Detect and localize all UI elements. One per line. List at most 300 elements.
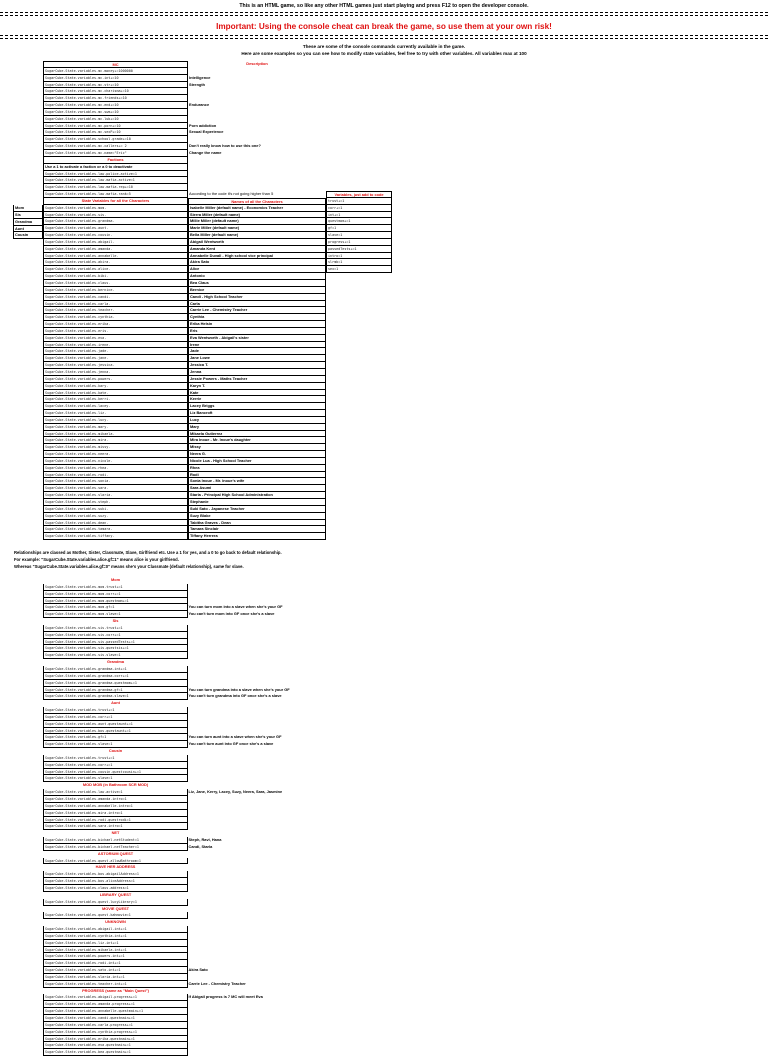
- relation-label: Aunt: [13, 226, 43, 233]
- character-name: Missy: [188, 444, 326, 451]
- character-command: SugarCube.State.variables.dean.: [43, 520, 188, 527]
- section-command: SugarCube.State.variables.eva.questmain+=1: [43, 1042, 188, 1049]
- section-row: [43, 885, 341, 892]
- section-description: [188, 652, 341, 659]
- section-row: [43, 899, 341, 906]
- section-row: [43, 1022, 341, 1029]
- variable-row: sex=1: [326, 266, 392, 273]
- section-row: [43, 981, 341, 988]
- section-row: [43, 611, 341, 618]
- section-command: SugarCube.State.variables.mom.gf=1: [43, 604, 188, 611]
- character-name: Antonio: [188, 273, 326, 280]
- character-command: SugarCube.State.variables.jane.: [43, 355, 188, 362]
- section-row: [43, 666, 341, 673]
- relation-label: Grandma: [13, 219, 43, 226]
- section-command: SugarCube.State.variables.teacher.int+=1: [43, 981, 188, 988]
- character-command: SugarCube.State.variables.powers.: [43, 376, 188, 383]
- section-command: SugarCube.State.variables.mom.slave=1: [43, 611, 188, 618]
- vars-column: [326, 191, 392, 273]
- section-command: SugarCube.State.variables.sis.corr+=1: [43, 632, 188, 639]
- character-command: SugarCube.State.variables.suzy.: [43, 513, 188, 520]
- character-command: SugarCube.State.variables.tiffany.: [43, 533, 188, 540]
- character-name: Starla - Principal High School Administration: [188, 492, 326, 499]
- section-row: [43, 762, 341, 769]
- section-description: Candi, Starla: [188, 843, 213, 849]
- mc-command: SugarCube.State.variables.mc.callers+= 2: [43, 143, 188, 150]
- character-command: SugarCube.State.variables.tamara.: [43, 526, 188, 533]
- rel-note-3: Whereas "SugarCube.State.variables.alice.gf=0" means she's your Classmate (default relationship), same for slave.: [14, 564, 244, 569]
- section-command: SugarCube.State.variables.bos.aliceAddress=1: [43, 878, 188, 885]
- character-name: Erika Helsin: [188, 321, 326, 328]
- section-row: [43, 844, 341, 851]
- character-name: Annabelle Duvall - High school vice principal: [188, 253, 326, 260]
- character-name: Stephanie: [188, 499, 326, 506]
- character-name: Rodi: [188, 472, 326, 479]
- section-command: SugarCube.State.variables.annabelle.intro=1: [43, 803, 188, 810]
- character-command: SugarCube.State.variables.eris.: [43, 328, 188, 335]
- section-row: [43, 775, 341, 782]
- section-command: SugarCube.State.variables.trust+=1: [43, 707, 188, 714]
- character-command: SugarCube.State.variables.alice.: [43, 266, 188, 273]
- section-title: Mom: [110, 577, 121, 582]
- section-row: [43, 940, 341, 947]
- section-title: LIBRARY QUEST: [99, 891, 132, 897]
- section-description: [188, 755, 341, 762]
- mc-description: Porn addiction: [189, 122, 217, 128]
- character-name: Marie Miller (default name): [188, 225, 326, 232]
- variable-row: slave=1: [326, 232, 392, 239]
- section-description: [188, 639, 341, 646]
- variable-row: corr+=1: [326, 205, 392, 212]
- section-description: [188, 584, 341, 591]
- relation-label: Mom: [13, 205, 43, 212]
- character-command: SugarCube.State.variables.aunt.: [43, 225, 188, 232]
- section-row: [43, 591, 341, 598]
- variable-row: passedTests+=1: [326, 246, 392, 253]
- section-command: SugarCube.State.variables.claus.address=1: [43, 885, 188, 892]
- section-description: If Abigail progress is 7 MC will meet Eva: [188, 994, 263, 1000]
- mc-command-column: [43, 61, 188, 540]
- mc-description: Change the name: [189, 149, 222, 155]
- divider: [0, 15, 768, 16]
- section-command: SugarCube.State.variables.annabelle.questmain+=1: [43, 1008, 188, 1015]
- subtitle-1: These are some of the console commands currently available in the game.: [302, 44, 466, 49]
- section-description: [188, 947, 341, 954]
- section-description: [188, 974, 341, 981]
- section-command: SugarCube.State.variables.quest.lucyLibrary=1: [43, 899, 188, 906]
- section-row: [43, 796, 341, 803]
- character-command: SugarCube.State.variables.mikaela.: [43, 431, 188, 438]
- section-description: Akira Sato: [188, 967, 208, 973]
- section-description: [188, 878, 341, 885]
- section-title: Sis: [112, 618, 119, 624]
- section-description: You can't turn aunt into GF once she's a slave: [188, 741, 274, 747]
- mc-description: Sexual Experience: [189, 129, 224, 135]
- section-row: [43, 823, 341, 830]
- character-name: Akira Sato: [188, 259, 326, 266]
- section-command: SugarCube.State.variables.sis.passedTests+=1: [43, 639, 188, 646]
- section-command: SugarCube.State.variables.corr+=1: [43, 762, 188, 769]
- section-command: SugarCube.State.variables.rodi.questrodi=1: [43, 817, 188, 824]
- mc-command: SugarCube.State.variables.mc.name="Eric": [43, 150, 188, 157]
- mc-command: SugarCube.State.variables.mc.lub+=10: [43, 116, 188, 123]
- section-row: [43, 734, 341, 741]
- section-row: [43, 871, 341, 878]
- section-command: SugarCube.State.variables.candi.questmain+=1: [43, 1015, 188, 1022]
- mc-description: Strength: [189, 81, 205, 87]
- section-row: [43, 687, 341, 694]
- section-row: [43, 1001, 341, 1008]
- character-name: Nicole Lua - High School Teacher: [188, 458, 326, 465]
- section-description: [188, 728, 341, 735]
- section-row: [43, 1042, 341, 1049]
- character-name: Mikaela Gutierrez: [188, 431, 326, 438]
- section-command: SugarCube.State.variables.trust+=1: [43, 755, 188, 762]
- character-command: SugarCube.State.variables.slaria.: [43, 492, 188, 499]
- character-command: SugarCube.State.variables.carla.: [43, 301, 188, 308]
- character-name: Karyn T.: [188, 383, 326, 390]
- variable-row: intro=1: [326, 253, 392, 260]
- character-command: SugarCube.State.variables.grandma.: [43, 218, 188, 225]
- subtitle-2: Here are some examples so you can see how to modify state variables, feel free to try with other variables. All variables max at 100: [241, 51, 527, 56]
- character-command: SugarCube.State.variables.irene.: [43, 342, 188, 349]
- section-command: SugarCube.State.variables.corr+=1: [43, 714, 188, 721]
- section-row: [43, 652, 341, 659]
- character-command: SugarCube.State.variables.nicole.: [43, 458, 188, 465]
- character-name: Sierra Miller (default name): [188, 212, 326, 219]
- names-header: Names of all the Characters: [188, 198, 326, 205]
- section-row: [43, 967, 341, 974]
- section-row: [43, 1049, 341, 1056]
- section-description: [188, 871, 341, 878]
- character-name: Bernice: [188, 287, 326, 294]
- faction-row: SugarCube.State.variables.law.police.active=1: [43, 171, 188, 178]
- mc-description: [188, 136, 326, 143]
- rel-note-1: Relationships are classed as Mother, Sister, Classmate, Slave, Girlfriend etc. Use a 1 for yes, and a 0 to go back to default relationship.: [14, 550, 282, 555]
- section-command: SugarCube.State.variables.amanda.intro=1: [43, 796, 188, 803]
- section-row: [43, 974, 341, 981]
- section-command: SugarCube.State.variables.grandma.slave=1: [43, 693, 188, 700]
- character-command: SugarCube.State.variables.bernice.: [43, 287, 188, 294]
- section-description: [188, 953, 341, 960]
- section-command: SugarCube.State.variables.cousin.questcousin+=1: [43, 769, 188, 776]
- character-name: Jenna: [188, 369, 326, 376]
- section-row: [43, 645, 341, 652]
- variable-row: slrmb=1: [326, 259, 392, 266]
- section-description: [188, 912, 341, 919]
- section-command: SugarCube.State.variables.mom.questmom+=1: [43, 598, 188, 605]
- character-name: Tiffany Herrera: [188, 533, 326, 540]
- section-description: [188, 933, 341, 940]
- character-name: Abigail Wentworth: [188, 239, 326, 246]
- variable-row: questmom+=1: [326, 218, 392, 225]
- section-description: [188, 714, 341, 721]
- section-row: [43, 632, 341, 639]
- section-row: [43, 837, 341, 844]
- section-description: You can't turn mom into GF once she's a slave: [188, 611, 275, 617]
- section-description: [188, 1001, 341, 1008]
- variable-row: gf=1: [326, 225, 392, 232]
- character-name: Mira Inoue - Mr. Inoue's daughter: [188, 437, 326, 444]
- section-row: [43, 803, 341, 810]
- section-description: You can't turn grandma into GF once she's a slave: [188, 693, 282, 699]
- section-description: [188, 823, 341, 830]
- relationship-sections: [43, 577, 341, 1056]
- character-command: SugarCube.State.variables.jenna.: [43, 369, 188, 376]
- section-row: [43, 947, 341, 954]
- section-row: [43, 912, 341, 919]
- mc-description-column: [188, 61, 326, 540]
- mc-header: MC: [43, 61, 188, 68]
- character-command: SugarCube.State.variables.rodi.: [43, 472, 188, 479]
- section-row: [43, 625, 341, 632]
- section-description: Steph, Ravi, Hana: [188, 837, 222, 843]
- section-command: SugarCube.State.variables.bichael.netStudent=1: [43, 837, 188, 844]
- character-command: SugarCube.State.variables.rhea.: [43, 465, 188, 472]
- mc-command: SugarCube.State.variables.mc.charisma+=10: [43, 88, 188, 95]
- character-command: SugarCube.State.variables.liz.: [43, 410, 188, 417]
- mc-description: [188, 68, 326, 75]
- section-title: MOD MOB (in Bathroom SCR MOD): [82, 782, 149, 788]
- section-row: [43, 673, 341, 680]
- section-description: [188, 1036, 341, 1043]
- character-name: Suki Sato - Japanese Teacher: [188, 506, 326, 513]
- section-description: [188, 721, 341, 728]
- section-command: SugarCube.State.variables.quest.allowBathroom=1: [43, 858, 188, 865]
- mc-description: [188, 109, 326, 116]
- mc-description: Endurance: [189, 102, 210, 108]
- section-title: PROGRESS (same as "Main Quest"): [82, 987, 149, 993]
- section-command: SugarCube.State.variables.erika.questmain+=1: [43, 1036, 188, 1043]
- mc-command: SugarCube.State.variables.mc.money+=1000000: [43, 68, 188, 75]
- section-description: [188, 810, 341, 817]
- section-command: SugarCube.State.variables.bos.questaunt+=1: [43, 728, 188, 735]
- section-row: [43, 707, 341, 714]
- section-description: [188, 591, 341, 598]
- faction-row: SugarCube.State.variables.law.mafia.rep+=10: [43, 184, 188, 191]
- character-name: Carla: [188, 301, 326, 308]
- character-name: Jade: [188, 348, 326, 355]
- mc-description: [188, 116, 326, 123]
- character-name: Bella Miller (default name): [188, 232, 326, 239]
- section-title: ASTORIUM QUEST: [97, 850, 134, 856]
- section-row: [43, 755, 341, 762]
- section-description: [188, 707, 341, 714]
- mc-description: Don't really know how to use this one?: [189, 143, 261, 149]
- section-command: SugarCube.State.variables.carla.progress+=1: [43, 1022, 188, 1029]
- section-description: Liz, Jane, Kerry, Lacey, Suzy, Neera, Sara, Jasmine: [188, 789, 283, 795]
- section-description: [188, 666, 341, 673]
- variable-row: int+=1: [326, 212, 392, 219]
- faction-row: SugarCube.State.variables.law.mafia.rank=5: [43, 191, 188, 198]
- section-command: SugarCube.State.variables.liz.int+=1: [43, 940, 188, 947]
- character-name: Alice: [188, 266, 326, 273]
- character-command: SugarCube.State.variables.sara.: [43, 485, 188, 492]
- character-command: SugarCube.State.variables.teacher.: [43, 307, 188, 314]
- section-description: [188, 803, 341, 810]
- section-row: [43, 598, 341, 605]
- section-command: SugarCube.State.variables.grandma.corr+=1: [43, 673, 188, 680]
- mc-command: SugarCube.State.variables.mc.swm+=10: [43, 109, 188, 116]
- section-row: [43, 769, 341, 776]
- mc-command: SugarCube.State.variables.school.grade+=10: [43, 136, 188, 143]
- mc-command: SugarCube.State.variables.mc.int+=10: [43, 75, 188, 82]
- character-name: Amanda Kent: [188, 246, 326, 253]
- section-command: SugarCube.State.variables.amanda.progress+=1: [43, 1001, 188, 1008]
- character-name: Eris: [188, 328, 326, 335]
- section-command: SugarCube.State.variables.grandma.gf=1: [43, 687, 188, 694]
- section-command: SugarCube.State.variables.bichael.netTeacher=1: [43, 844, 188, 851]
- character-name: Liz Bancroft: [188, 410, 326, 417]
- character-name: Bea Claus: [188, 280, 326, 287]
- intro-text: This is an HTML game, so like any other HTML games just start playing and press F12 to open the developer console.: [239, 3, 529, 9]
- section-title: MOVIE QUEST: [101, 905, 130, 911]
- section-description: You can turn mom into a slave when she's your GF: [188, 604, 283, 610]
- factions-header: Factions: [43, 157, 188, 164]
- section-command: SugarCube.State.variables.mira.intro=1: [43, 810, 188, 817]
- section-description: [188, 632, 341, 639]
- section-command: SugarCube.State.variables.sato.int+=1: [43, 967, 188, 974]
- section-command: SugarCube.State.variables.bea.questmain+=1: [43, 1049, 188, 1056]
- section-command: SugarCube.State.variables.rodi.int+=1: [43, 960, 188, 967]
- section-description: [188, 1022, 341, 1029]
- factions-note: According to the code it's not going higher than 5: [189, 191, 274, 197]
- section-row: [43, 933, 341, 940]
- section-description: [188, 598, 341, 605]
- mc-command: SugarCube.State.variables.mc.sexP+=10: [43, 129, 188, 136]
- section-command: SugarCube.State.variables.bos.abigailAddress=1: [43, 871, 188, 878]
- section-row: [43, 1036, 341, 1043]
- section-description: [188, 1029, 341, 1036]
- section-row: [43, 741, 341, 748]
- section-row: [43, 858, 341, 865]
- section-title: Aunt: [111, 700, 120, 706]
- section-row: [43, 1029, 341, 1036]
- vars-header: Variables, just add to code: [326, 191, 392, 198]
- section-description: [188, 940, 341, 947]
- section-row: [43, 810, 341, 817]
- section-command: SugarCube.State.variables.cynthia.int+=1: [43, 933, 188, 940]
- faction-row: SugarCube.State.variables.law.mafia.active=1: [43, 177, 188, 184]
- character-name: Tabitha Graves - Dean: [188, 520, 326, 527]
- section-row: [43, 1015, 341, 1022]
- mc-description: [188, 95, 326, 102]
- section-row: [43, 680, 341, 687]
- character-command: SugarCube.State.variables.mary.: [43, 424, 188, 431]
- character-name: Jessie Powers - Maths Teacher: [188, 376, 326, 383]
- character-name: Irene: [188, 342, 326, 349]
- section-row: [43, 817, 341, 824]
- section-command: SugarCube.State.variables.sara.intro=1: [43, 823, 188, 830]
- section-row: [43, 714, 341, 721]
- section-command: SugarCube.State.variables.mom.trust+=1: [43, 584, 188, 591]
- section-command: SugarCube.State.variables.slave=1: [43, 741, 188, 748]
- character-command: SugarCube.State.variables.lacey.: [43, 403, 188, 410]
- section-description: [188, 680, 341, 687]
- character-command: SugarCube.State.variables.mom.: [43, 205, 188, 212]
- character-name: Jane Lowe: [188, 355, 326, 362]
- character-command: SugarCube.State.variables.jessica.: [43, 362, 188, 369]
- character-command: SugarCube.State.variables.neera.: [43, 451, 188, 458]
- character-name: Tamara Sinclair: [188, 526, 326, 533]
- character-command: SugarCube.State.variables.kate.: [43, 390, 188, 397]
- section-description: [188, 899, 341, 906]
- section-row: [43, 994, 341, 1001]
- character-command: SugarCube.State.variables.suki.: [43, 506, 188, 513]
- section-description: [188, 1015, 341, 1022]
- section-description: [188, 645, 341, 652]
- section-command: SugarCube.State.variables.grandma.questmom+=1: [43, 680, 188, 687]
- section-description: You can turn grandma into a slave when she's your GF: [188, 686, 290, 692]
- section-command: SugarCube.State.variables.mom.corr+=1: [43, 591, 188, 598]
- section-row: [43, 953, 341, 960]
- section-command: SugarCube.State.variables.grandma.int+=1: [43, 666, 188, 673]
- section-command: SugarCube.State.variables.aunt.questaunt+=1: [43, 721, 188, 728]
- character-name: Lucy: [188, 417, 326, 424]
- section-command: SugarCube.State.variables.mikaela.int+=1: [43, 947, 188, 954]
- faction-row: Use a 1 to activate a faction or a 0 to deactivate: [43, 164, 188, 171]
- relation-labels: [13, 205, 43, 239]
- section-description: [188, 1049, 341, 1056]
- section-row: [43, 721, 341, 728]
- character-command: SugarCube.State.variables.amanda.: [43, 246, 188, 253]
- section-title: UNKNOWN: [105, 919, 126, 925]
- character-name: Jessica T.: [188, 362, 326, 369]
- relation-label: Cousin: [13, 232, 43, 239]
- character-name: Eva Wentworth - Abigail's sister: [188, 335, 326, 342]
- section-description: [188, 775, 341, 782]
- section-description: [188, 858, 341, 865]
- mc-command: SugarCube.State.variables.mc.friends+=10: [43, 95, 188, 102]
- character-name: Cynthia: [188, 314, 326, 321]
- character-command: SugarCube.State.variables.kary.: [43, 383, 188, 390]
- character-command: SugarCube.State.variables.candi.: [43, 294, 188, 301]
- character-name: Suzy Blake: [188, 513, 326, 520]
- character-command: SugarCube.State.variables.kerri.: [43, 396, 188, 403]
- section-command: SugarCube.State.variables.slave=1: [43, 775, 188, 782]
- section-command: SugarCube.State.variables.sis.slave=1: [43, 652, 188, 659]
- rel-note-2: For example: "SugarCube.State.variables.alice.gf=1" means alice is your girlfriend.: [14, 557, 179, 562]
- section-row: [43, 926, 341, 933]
- section-command: SugarCube.State.variables.slaria.int+=1: [43, 974, 188, 981]
- character-name: Sonia Inoue - Mr. Inoue's wife: [188, 478, 326, 485]
- character-command: SugarCube.State.variables.claus.: [43, 280, 188, 287]
- character-name: Rhea: [188, 465, 326, 472]
- character-name: Isabelle Miller (default name) - Economics Teacher: [188, 205, 326, 212]
- character-name: Mary: [188, 424, 326, 431]
- section-description: [188, 769, 341, 776]
- character-command: SugarCube.State.variables.cynthia.: [43, 314, 188, 321]
- character-command: SugarCube.State.variables.erika.: [43, 321, 188, 328]
- character-name: Candi - High School Teacher: [188, 294, 326, 301]
- section-command: SugarCube.State.variables.powers.int+=1: [43, 953, 188, 960]
- section-row: [43, 789, 341, 796]
- section-description: [188, 926, 341, 933]
- divider: [0, 35, 768, 36]
- character-command: SugarCube.State.variables.mira.: [43, 437, 188, 444]
- character-name: Lacey Briggs: [188, 403, 326, 410]
- character-command: SugarCube.State.variables.sis.: [43, 212, 188, 219]
- character-command: SugarCube.State.variables.akira.: [43, 259, 188, 266]
- section-title: NET: [111, 830, 120, 836]
- section-title: HAVE HER ADDRESS: [95, 864, 136, 870]
- section-title: Grandma: [106, 659, 125, 665]
- section-description: [188, 796, 341, 803]
- character-name: Kerrie: [188, 396, 326, 403]
- character-name: Carrie Lee - Chemistry Teacher: [188, 307, 326, 314]
- section-row: [43, 1008, 341, 1015]
- section-row: [43, 693, 341, 700]
